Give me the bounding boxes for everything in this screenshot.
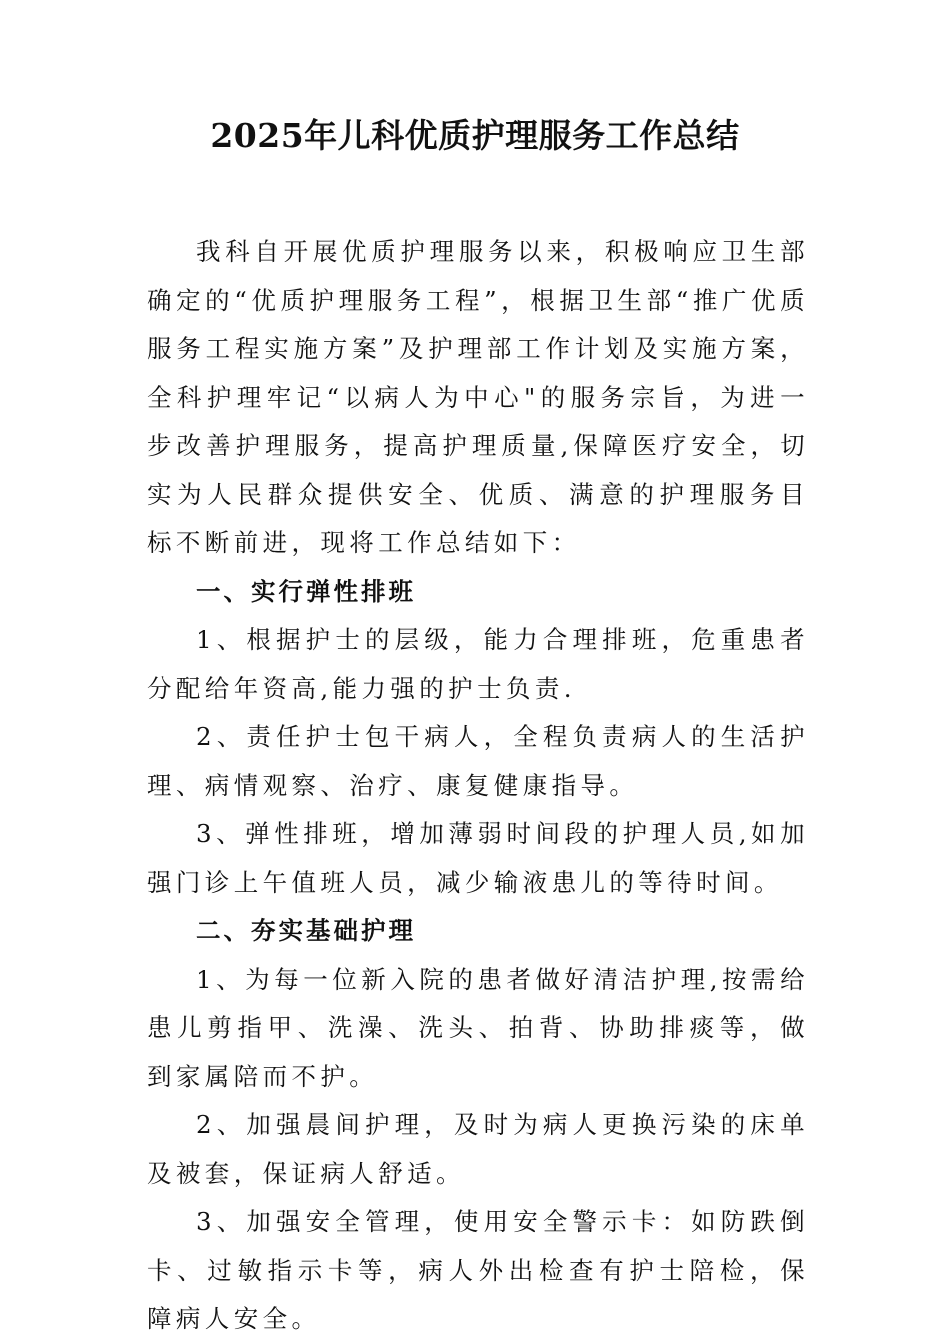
section-1-item-1: 1、根据护士的层级，能力合理排班，危重患者分配给年资高,能力强的护士负责.	[147, 625, 809, 703]
section-1-item-3: 3、弹性排班，增加薄弱时间段的护理人员,如加强门诊上午值班人员，减少输液患儿的等待时间。	[147, 819, 809, 897]
section-1-item-2: 2、责任护士包干病人，全程负责病人的生活护理、病情观察、治疗、康复健康指导。	[147, 722, 809, 800]
section-2-item-1: 1、为每一位新入院的患者做好清洁护理,按需给患儿剪指甲、洗澡、洗头、拍背、协助排痰等，做到家属陪而不护。	[147, 964, 809, 1091]
document-title: 2025年儿科优质护理服务工作总结	[210, 116, 740, 155]
section-heading-2: 二、夯实基础护理	[196, 916, 416, 945]
section-2-item-3: 3、加强安全管理，使用安全警示卡：如防跌倒卡、过敏指示卡等，病人外出检查有护士陪检，保障病人安全。	[147, 1207, 809, 1333]
document-body	[147, 228, 809, 1344]
intro-paragraph: 我科自开展优质护理服务以来，积极响应卫生部确定的“优质护理服务工程”，根据卫生部“推广优质服务工程实施方案”及护理部工作计划及实施方案，全科护理牢记“以病人为中心"的服务宗旨，为进一步改善护理服务，提高护理质量,保障医疗安全，切实为人民群众提供安全、优质、满意的护理服务目标不断前进，现将工作总结如下：	[147, 237, 809, 557]
section-2-item-2: 2、加强晨间护理，及时为病人更换污染的床单及被套，保证病人舒适。	[147, 1110, 809, 1188]
section-heading-1: 一、实行弹性排班	[196, 576, 416, 606]
